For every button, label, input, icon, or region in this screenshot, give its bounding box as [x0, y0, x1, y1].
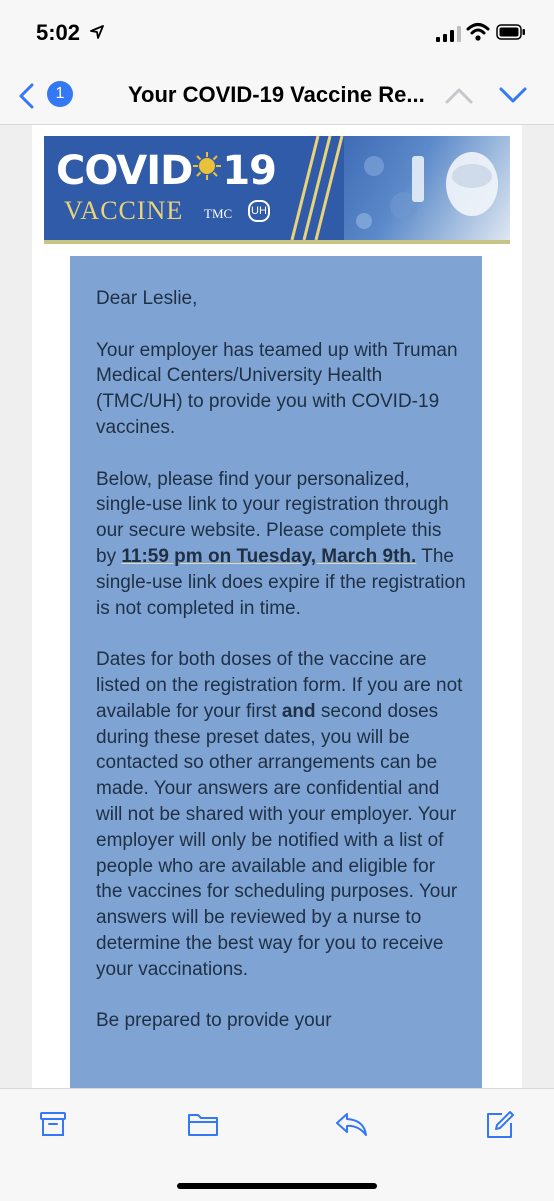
paragraph-4-partial: Be prepared to provide your: [96, 1010, 332, 1032]
message-text: [96, 286, 466, 1060]
mail-nav-bar: [0, 68, 554, 125]
signal-icon: [436, 26, 462, 47]
battery-icon: [496, 24, 526, 45]
reply-icon[interactable]: [334, 1109, 370, 1144]
unread-count-badge[interactable]: 1: [47, 81, 73, 107]
wifi-icon: [466, 22, 490, 47]
compose-icon[interactable]: [484, 1109, 516, 1146]
greeting: Dear Leslie,: [96, 288, 198, 309]
email-card: [32, 125, 522, 1088]
deadline-text: 11:59 pm on Tuesday, March 9th.: [121, 545, 417, 567]
banner-covid-text: COVID 19: [56, 148, 276, 194]
banner-stripe: [44, 240, 510, 244]
location-arrow-icon: [90, 25, 104, 44]
paragraph-2: Below, please find your personalized, single-use link to your registration through our secure website. Please complete this by 11:59 pm on Tuesday, March 9th. The single-use link does expire if the registration is not completed in time.: [96, 468, 466, 619]
banner-vaccine-text: VACCINE: [64, 196, 184, 225]
folder-icon[interactable]: [186, 1109, 220, 1144]
virus-icon: [192, 151, 222, 186]
home-indicator[interactable]: [177, 1183, 377, 1189]
back-chevron-icon[interactable]: [16, 82, 38, 115]
message-box: [70, 256, 482, 1088]
email-body[interactable]: [0, 125, 554, 1088]
status-time: 5:02: [36, 20, 81, 45]
up-chevron-icon[interactable]: [444, 84, 474, 111]
uh-logo: UH: [248, 200, 270, 222]
banner-photo-nurse: [344, 136, 510, 240]
paragraph-1: Your employer has teamed up with Truman Medical Centers/University Health (TMC/UH) to provide you with COVID-19 vaccines.: [96, 339, 458, 438]
banner-slash-decoration: [278, 136, 348, 240]
status-bar: [0, 0, 554, 68]
down-chevron-icon[interactable]: [498, 84, 528, 111]
email-subject-title: Your COVID-19 Vaccine Re...: [128, 82, 425, 107]
paragraph-3: Dates for both doses of the vaccine are listed on the registration form. If you are not available for your first and second doses during these preset dates, you will be contacted so other arrangements can be made. Your answers are confidential and will not be shared with your employer. Your employer will only be notified with a list of people who are available and eligible for the vaccines for scheduling purposes. Your answers will be reviewed by a nurse to determine the best way for you to receive your vaccinations.: [96, 649, 463, 980]
covid-vaccine-banner: [44, 136, 510, 240]
tmc-logo: TMC: [204, 206, 233, 221]
archive-icon[interactable]: [38, 1109, 68, 1144]
